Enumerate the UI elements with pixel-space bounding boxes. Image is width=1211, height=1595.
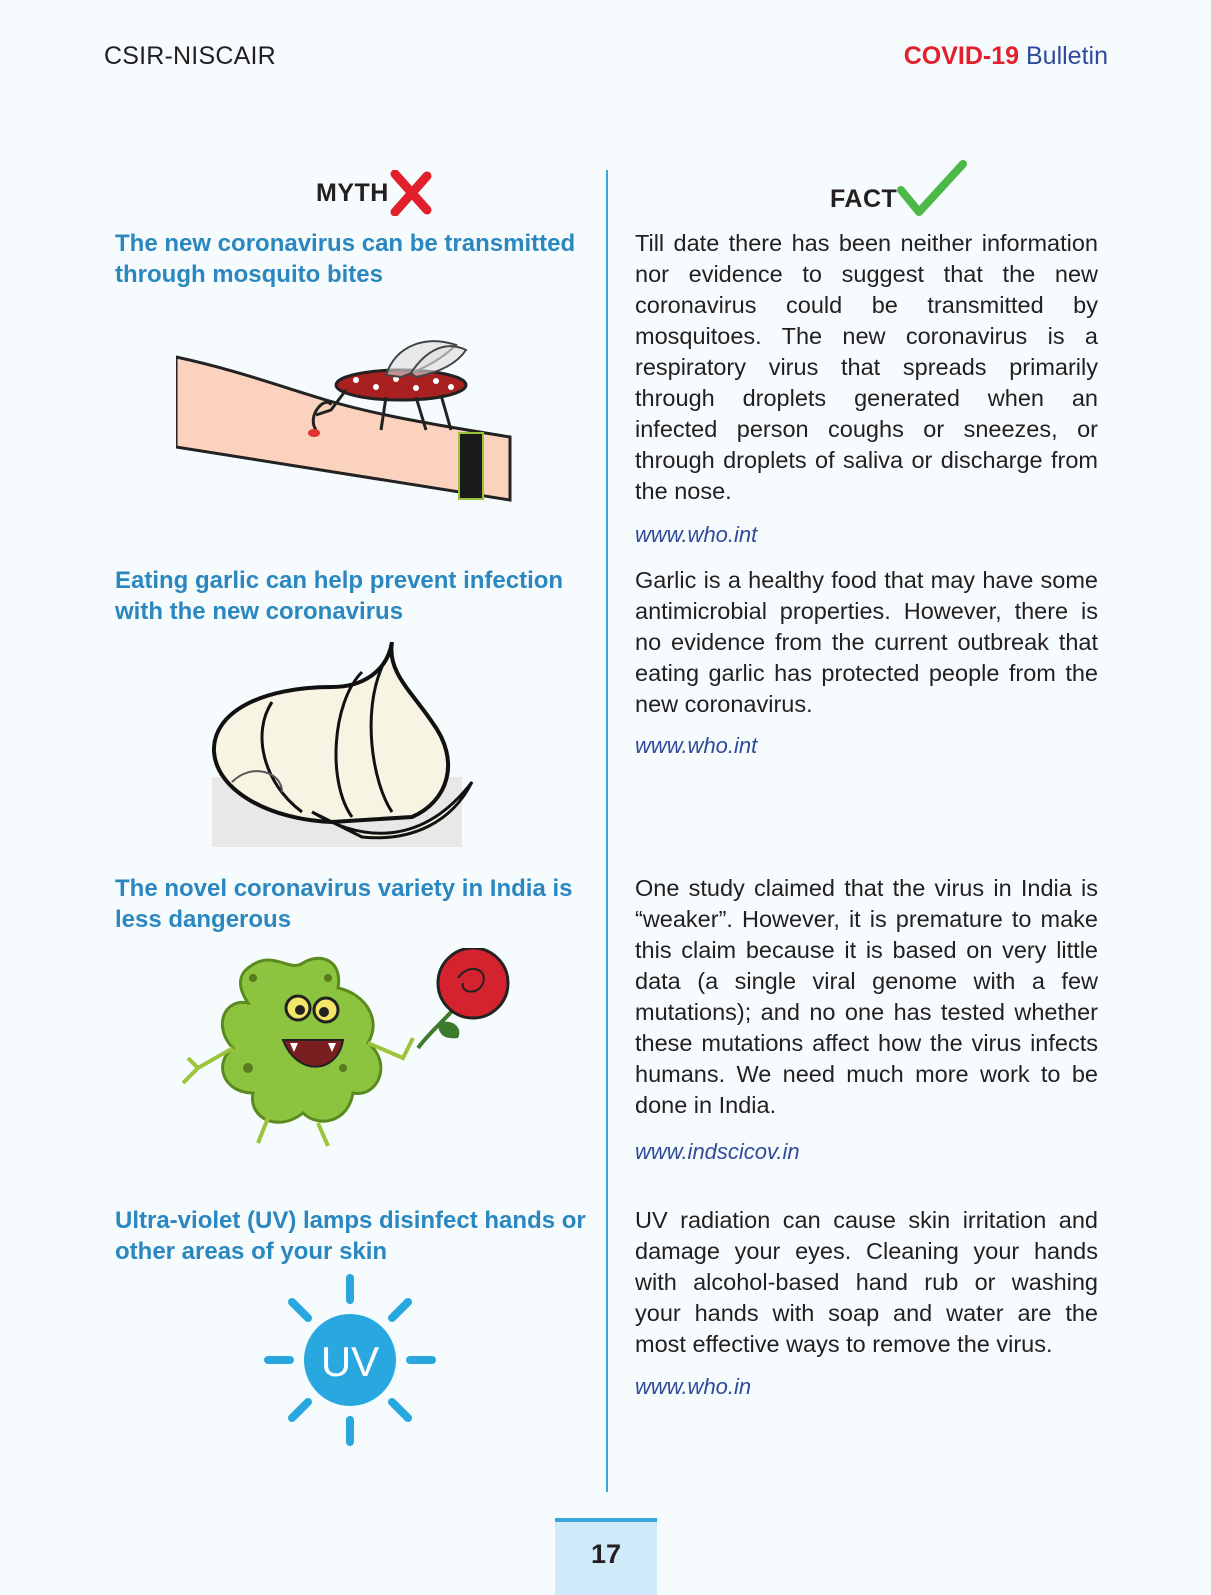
myth-label: MYTH xyxy=(316,178,389,207)
myth-text: Ultra-violet (UV) lamps disinfect hands or other areas of your skin xyxy=(115,1207,586,1265)
myth-column-header xyxy=(316,170,433,216)
fact-text: UV radiation can cause skin irritation and damage your eyes. Cleaning your hands with alcohol-based hand rub or washing your hands with soap and water are the most effective ways to remove the virus. xyxy=(635,1207,1098,1357)
cross-icon xyxy=(389,170,433,216)
check-icon xyxy=(897,160,967,218)
mosquito-on-arm-illustration xyxy=(176,335,512,510)
myth-text: The novel coronavirus variety in India is less dangerous xyxy=(115,875,573,933)
garlic-illustration xyxy=(212,642,482,847)
source-link[interactable]: www.indscicov.in xyxy=(635,1139,800,1164)
source-link[interactable]: www.who.int xyxy=(635,522,758,547)
fact-text: One study claimed that the virus in India is “weaker”. However, it is premature to make this claim because it is based on very little data (a single viral genome with a few mutations); and no one has tested whether these mutations affect how the virus infects humans. We need much more work to be done in India. xyxy=(635,875,1098,1118)
fact-text: Till date there has been neither information nor evidence to suggest that the new coronavirus could be transmitted by mosquitoes. The new coronavirus is a respiratory virus that spreads primarily through droplets generated when an infected person coughs or sneezes, or through droplets of saliva or discharge from the nose. xyxy=(635,230,1098,504)
page-number: 17 xyxy=(555,1518,657,1595)
uv-sun-icon xyxy=(262,1272,438,1448)
uv-label: UV xyxy=(320,1338,380,1385)
bulletin-title-word: Bulletin xyxy=(1026,42,1108,70)
column-divider xyxy=(606,170,608,1492)
bulletin-title xyxy=(904,42,1108,71)
source-link[interactable]: www.who.int xyxy=(635,733,758,758)
myth-text: Eating garlic can help prevent infection with the new coronavirus xyxy=(115,567,564,625)
fact-label: FACT xyxy=(830,184,898,213)
fact-text: Garlic is a healthy food that may have some antimicrobial properties. However, there is no evidence from the current outbreak that eating garlic has protected people from the new coronavirus. xyxy=(635,567,1098,717)
myth-text: The new coronavirus can be transmitted through mosquito bites xyxy=(115,230,576,288)
fact-column-header xyxy=(830,160,967,218)
virus-holding-rose-illustration xyxy=(178,948,523,1148)
publisher-name: CSIR-NISCAIR xyxy=(104,42,276,70)
source-link[interactable]: www.who.in xyxy=(635,1374,752,1399)
bulletin-title-covid: COVID-19 xyxy=(903,42,1020,70)
